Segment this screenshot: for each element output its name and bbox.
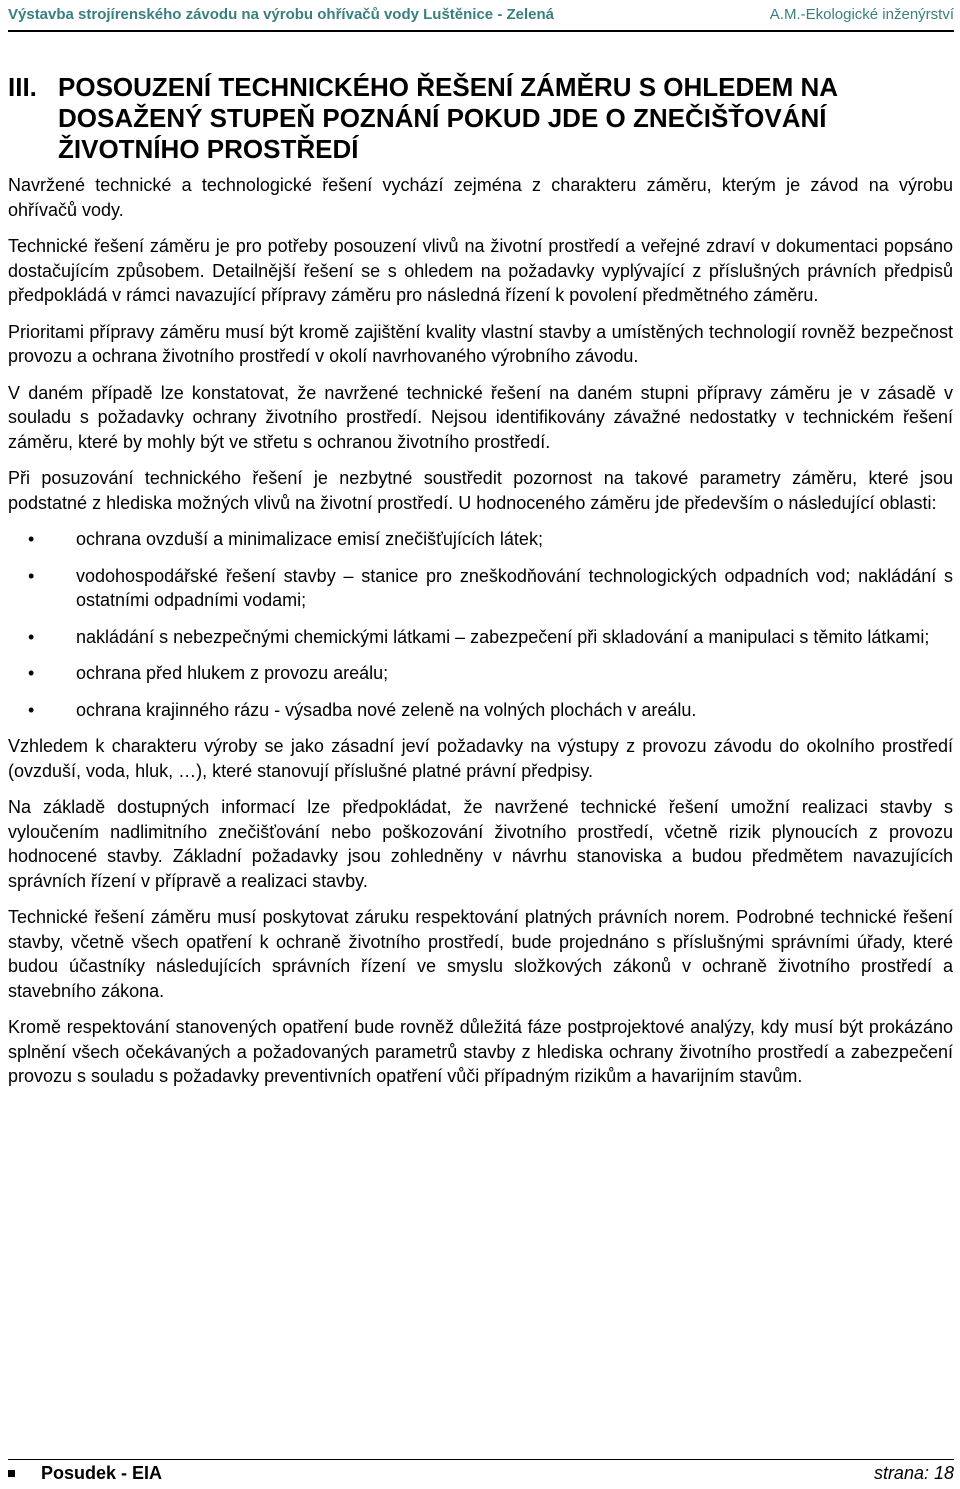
list-item-text: ochrana krajinného rázu - výsadba nové zeleně na volných plochách v areálu. <box>76 699 697 720</box>
list-item-text: nakládání s nebezpečnými chemickými látkami – zabezpečení při skladování a manipulaci s těmito látkami; <box>76 626 930 647</box>
list-item <box>8 564 953 613</box>
bullet-list <box>8 527 953 722</box>
company-name: A.M.-Ekologické inženýrství <box>769 6 954 23</box>
footer-left <box>8 1463 162 1484</box>
paragraph: V daném případě lze konstatovat, že navržené technické řešení na daném stupni přípravy záměru je v zásadě v souladu s požadavky ochrany životního prostředí. Nejsou identifikovány závažné nedostatky v technickém řešení záměru, které by mohly být ve střetu s ochranou životního prostředí. <box>8 382 953 452</box>
page-content <box>8 72 953 1101</box>
footer-doc-type: Posudek - EIA <box>41 1463 163 1483</box>
section-number: III. <box>8 72 37 102</box>
list-item <box>8 698 953 723</box>
bullet-icon: • <box>28 663 35 683</box>
list-item <box>8 527 953 552</box>
bullet-icon: • <box>28 565 35 586</box>
page-header <box>8 0 954 32</box>
paragraph: Na základě dostupných informací lze předpokládat, že navržené technické řešení umožní realizaci stavby s vyloučením nadlimitního znečišťování nebo poškozování životního prostředí, včetně rizik plynoucích z provozu hodnocené stavby. Základní požadavky jsou zohledněny v návrhu stanoviska a budou předmětem navazujících správních řízení v přípravě a realizaci stavby. <box>8 797 953 891</box>
list-item-text: ochrana před hlukem z provozu areálu; <box>76 663 389 683</box>
list-item-text: vodohospodářské řešení stavby – stanice pro zneškodňování technologických odpadních vod; nakládání s ostatními odpadními vodami; <box>76 565 953 610</box>
paragraph: Vzhledem k charakteru výroby se jako zásadní jeví požadavky na výstupy z provozu závodu do okolního prostředí (ovzduší, voda, hluk, …), které stanovují příslušné platné právní předpisy. <box>8 736 953 781</box>
page-number: strana: 18 <box>873 1463 954 1483</box>
paragraph: Navržené technické a technologické řešení vychází zejména z charakteru záměru, kterým je závod na výrobu ohřívačů vody. <box>8 175 953 220</box>
square-bullet-icon <box>8 1470 15 1477</box>
bullet-icon: • <box>28 626 35 647</box>
paragraph: Prioritami přípravy záměru musí být kromě zajištění kvality vlastní stavby a umístěných technologií rovněž bezpečnost provozu a ochrana životního prostředí v okolí navrhovaného výrobního závodu. <box>8 321 953 366</box>
document-title: Výstavba strojírenského závodu na výrobu ohřívačů vody Luštěnice - Zelená <box>8 6 554 23</box>
list-item <box>8 625 953 650</box>
paragraph: Technické řešení záměru je pro potřeby posouzení vlivů na životní prostředí a veřejné zdraví v dokumentaci popsáno dostačujícím způsobem. Detailnější řešení se s ohledem na požadavky vyplývající z příslušných právních předpisů předpokládá v rámci navazující přípravy záměru pro následná řízení k povolení předmětného záměru. <box>8 236 953 305</box>
paragraph: Kromě respektování stanovených opatření bude rovněž důležitá fáze postprojektové analýzy, kdy musí být prokázáno splnění všech očekávaných a požadovaných parametrů stavby z hlediska ochrany životního prostředí a zabezpečení provozu s souladu s požadavky preventivních opatření vůči případným rizikům a havarijním stavům. <box>8 1017 953 1086</box>
page-footer <box>8 1459 954 1484</box>
section-body <box>8 173 953 1089</box>
paragraph: Technické řešení záměru musí poskytovat záruku respektování platných právních norem. Podrobné technické řešení stavby, včetně všech opatření k ochraně životního prostředí, bude projednáno s příslušnými správními úřady, které budou účastníky následujících správních řízení ve smyslu složkových zákonů v ochraně životního prostředí a stavebního zákona. <box>8 907 953 1001</box>
bullet-icon: • <box>28 699 35 720</box>
bullet-icon: • <box>28 529 35 549</box>
paragraph: Při posuzování technického řešení je nezbytné soustředit pozornost na takové parametry záměru, které jsou podstatné z hlediska možných vlivů na životní prostředí. U hodnoceného záměru jde především o následující oblasti: <box>8 468 953 513</box>
list-item-text: ochrana ovzduší a minimalizace emisí znečišťujících látek; <box>76 529 543 549</box>
section-title: POSOUZENÍ TECHNICKÉHO ŘEŠENÍ ZÁMĚRU S OHLEDEM NA DOSAŽENÝ STUPEŇ POZNÁNÍ POKUD JDE O ZNEČIŠŤOVÁNÍ ŽIVOTNÍHO PROSTŘEDÍ <box>58 72 838 164</box>
section-heading <box>8 72 953 165</box>
list-item <box>8 661 953 686</box>
